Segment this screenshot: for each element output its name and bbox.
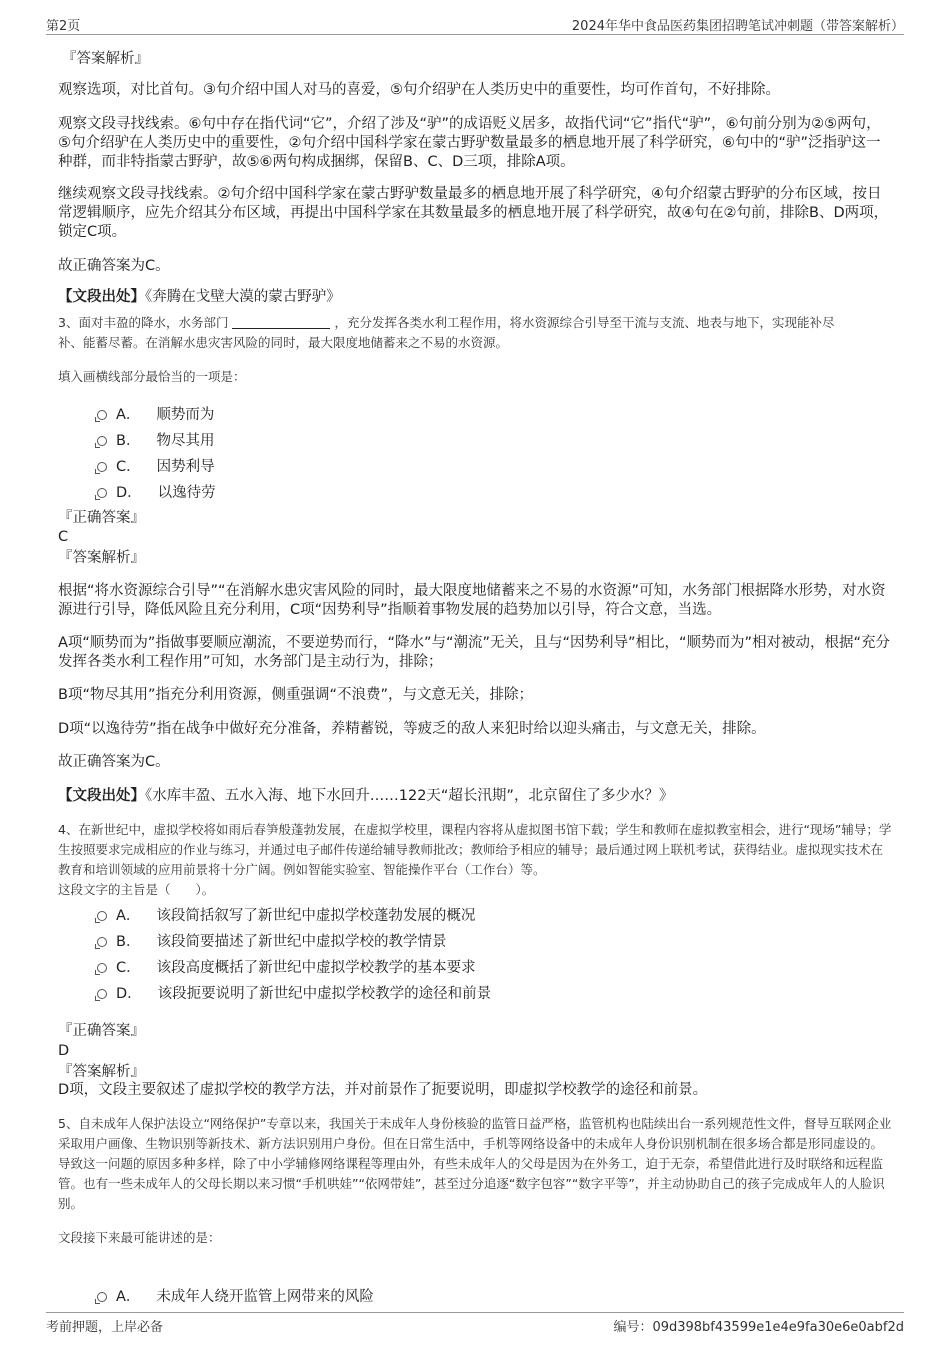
radio-icon[interactable]	[97, 911, 107, 921]
radio-icon[interactable]	[97, 462, 107, 472]
q4-option-a[interactable]	[97, 904, 475, 925]
q4-analysis-label: 『答案解析』	[58, 1064, 145, 1080]
q3-conclusion: 故正确答案为C。	[58, 754, 170, 770]
option-letter: B．	[116, 433, 141, 449]
source-text: 《奔腾在戈壁大漠的蒙古野驴》	[145, 289, 341, 305]
q4-answer-label: 『正确答案』	[58, 1023, 145, 1039]
fill-blank	[232, 314, 330, 329]
radio-icon[interactable]	[97, 989, 107, 999]
option-text: 未成年人绕开监管上网带来的风险	[156, 1289, 374, 1305]
option-letter: A．	[116, 1289, 141, 1305]
option-text: 因势利导	[156, 459, 215, 475]
code-value: 09d398bf43599e1e4e9fa30e6e0abf2d	[652, 1320, 904, 1335]
q3-analysis-p1: 根据“将水资源综合引导”“在消解水患灾害风险的同时，最大限度地储蓄来之不易的水资源”可知，水务部门根据降水形势，对水资源进行引导，降低风险且充分利用，C项“因势利导”指顺着事物发展的趋势加以引导，符合文意，当选。	[58, 583, 886, 618]
q4-analysis-p1: D项，文段主要叙述了虚拟学校的教学方法，并对前景作了扼要说明，即虚拟学校教学的途径和前景。	[58, 1082, 708, 1098]
option-letter: A．	[116, 908, 141, 924]
source-label: 【文段出处】	[58, 289, 145, 305]
source-text: 《水库丰盈、五水入海、地下水回升……122天“超长汛期”，北京留住了多少水？》	[145, 788, 674, 804]
q2-analysis-p3: 继续观察文段寻找线索。②句介绍中国科学家在蒙古野驴数量最多的栖息地开展了科学研究，④句介绍蒙古野驴的分布区域，按日常逻辑顺序，应先介绍其分布区域，再提出中国科学家在其数量最多的栖息地开展了科学研究，故④句在②句前，排除B、D两项，锁定C项。	[58, 186, 889, 240]
option-text: 该段扼要说明了新世纪中虚拟学校教学的途径和前景	[157, 986, 492, 1002]
q3-stem-line2: 补、能蓄尽蓄。在消解水患灾害风险的同时，最大限度地储蓄来之不易的水资源。	[58, 335, 509, 350]
q4-prompt: 这段文字的主旨是（ ）。	[58, 882, 215, 897]
q3-stem-part-a: 3、面对丰盈的降水，水务部门	[58, 315, 229, 330]
q5-prompt: 文段接下来最可能讲述的是：	[58, 1230, 221, 1245]
q2-analysis-label: 『答案解析』	[62, 51, 149, 67]
code-label: 编号：	[613, 1320, 653, 1335]
option-letter: A．	[116, 407, 141, 423]
radio-icon[interactable]	[97, 436, 107, 446]
q4-option-c[interactable]	[97, 956, 476, 977]
q3-option-d[interactable]	[97, 481, 216, 502]
q4-option-b[interactable]	[97, 930, 446, 951]
q4-answer: D	[58, 1043, 70, 1059]
q2-source	[58, 288, 341, 307]
source-label: 【文段出处】	[58, 788, 145, 804]
q4-option-d[interactable]	[97, 982, 491, 1003]
document-title: 2024年华中食品医药集团招聘笔试冲刺题（带答案解析）	[571, 19, 904, 34]
option-letter: D．	[116, 485, 142, 501]
q3-option-a[interactable]	[97, 403, 214, 424]
radio-icon[interactable]	[97, 488, 107, 498]
q3-source	[58, 787, 673, 806]
q3-prompt: 填入画横线部分最恰当的一项是：	[58, 369, 246, 384]
page-number: 第2页	[46, 19, 81, 34]
option-letter: D．	[116, 986, 142, 1002]
q3-answer-label: 『正确答案』	[58, 510, 145, 526]
radio-icon[interactable]	[97, 937, 107, 947]
q3-analysis-p2: A项“顺势而为”指做事要顺应潮流，不要逆势而行，“降水”与“潮流”无关，且与“因势利导”相比，“顺势而为”相对被动，根据“充分发挥各类水利工程作用”可知，水务部门是主动行为，排除；	[58, 635, 891, 670]
q2-analysis-p1: 观察选项，对比首句。③句介绍中国人对马的喜爱，⑤句介绍驴在人类历史中的重要性，均可作首句，不好排除。	[58, 82, 780, 98]
q3-option-b[interactable]	[97, 429, 214, 450]
option-text: 该段高度概括了新世纪中虚拟学校教学的基本要求	[156, 960, 476, 976]
option-letter: C．	[116, 960, 141, 976]
q5-option-a[interactable]	[97, 1285, 374, 1306]
q3-answer: C	[58, 529, 69, 545]
radio-icon[interactable]	[97, 410, 107, 420]
option-letter: B．	[116, 934, 141, 950]
page-footer	[46, 1312, 904, 1337]
q3-analysis-p4: D项“以逸待劳”指在战争中做好充分准备，养精蓄锐，等疲乏的敌人来犯时给以迎头痛击，与文意无关，排除。	[58, 721, 766, 737]
q2-conclusion: 故正确答案为C。	[58, 258, 170, 274]
q3-analysis-label: 『答案解析』	[58, 550, 145, 566]
radio-icon[interactable]	[97, 963, 107, 973]
q5-stem: 5、自未成年人保护法设立“网络保护”专章以来，我国关于未成年人身份核验的监管日益严格，监管机构也陆续出台一系列规范性文件，督导互联网企业采取用户画像、生物识别等新技术、新方法识别用户身份。但在日常生活中，手机等网络设备中的未成年人身份识别机制在很多场合都是形同虚设的。导致这一问题的原因多种多样，除了中小学辅修网络课程等理由外，有些未成年人的父母是因为在外务工，迫于无奈，希望借此进行及时联络和远程监管。也有一些未成年人的父母长期以来习惯“手机哄娃”“依网带娃”，甚至过分追逐“数字包容”“数字平等”，并主动协助自己的孩子完成成年人的人脸识别。	[58, 1116, 892, 1211]
option-letter: C．	[116, 459, 141, 475]
option-text: 该段简括叙写了新世纪中虚拟学校蓬勃发展的概况	[156, 908, 476, 924]
q4-stem: 4、在新世纪中，虚拟学校将如雨后春笋般蓬勃发展，在虚拟学校里，课程内容将从虚拟图书馆下载；学生和教师在虚拟教室相会，进行“现场”辅导；学生按照要求完成相应的作业与练习，并通过电子邮件传递给辅导教师批改；教师给予相应的辅导；最后通过网上联机考试，获得结业。虚拟现实技术在教育和培训领域的应用前景将十分广阔。例如智能实验室、智能操作平台（工作台）等。	[58, 822, 892, 877]
document-code	[613, 1316, 904, 1335]
footer-slogan: 考前押题，上岸必备	[46, 1320, 164, 1335]
q3-option-c[interactable]	[97, 455, 215, 476]
page-header	[46, 12, 904, 35]
q3-analysis-p3: B项“物尽其用”指充分利用资源，侧重强调“不浪费”，与文意无关，排除；	[58, 687, 533, 703]
option-text: 该段简要描述了新世纪中虚拟学校的教学情景	[156, 934, 447, 950]
option-text: 物尽其用	[156, 433, 215, 449]
option-text: 以逸待劳	[157, 485, 216, 501]
q3-stem-part-b: ，充分发挥各类水利工程作用，将水资源综合引导至干流与支流、地表与地下，实现能补尽	[334, 315, 835, 330]
q2-analysis-p2: 观察文段寻找线索。⑥句中存在指代词“它”，介绍了涉及“驴”的成语贬义居多，故指代词“它”指代“驴”，⑥句前分别为②⑤两句，⑤句介绍驴在人类历史中的重要性，②句介绍中国科学家在蒙古野驴数量最多的栖息地开展了科学研究，⑥句中的“驴”泛指驴这一种群，而非特指蒙古野驴，故⑤⑥两句构成捆绑，保留B、C、D三项，排除A项。	[58, 116, 881, 170]
q3-stem-line1	[58, 313, 834, 333]
radio-icon[interactable]	[97, 1292, 107, 1302]
option-text: 顺势而为	[156, 407, 215, 423]
